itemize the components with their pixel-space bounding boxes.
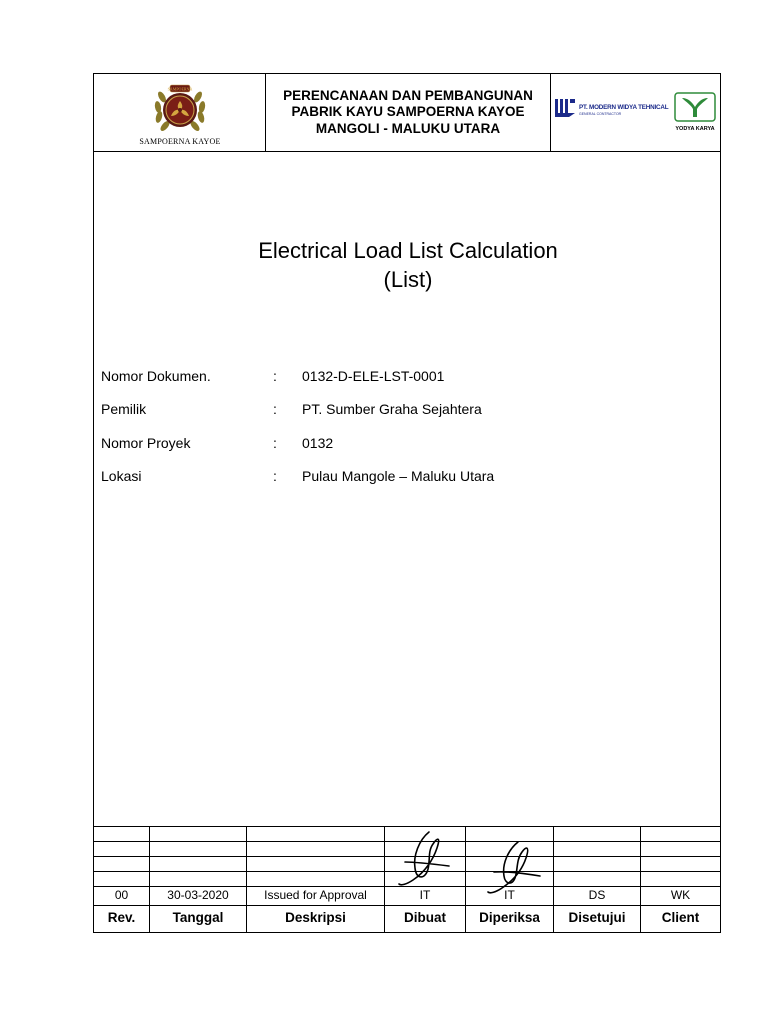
header-approved: Disetujui xyxy=(568,910,626,925)
consultant-caption: YODYA KARYA xyxy=(675,126,715,132)
header-checked: Diperiksa xyxy=(479,910,540,925)
project-title: PERENCANAAN DAN PEMBANGUNAN PABRIK KAYU SAMPOERNA KAYOE MANGOLI - MALUKU UTARA xyxy=(283,87,533,136)
rev-cell-checked: IT xyxy=(504,888,515,902)
info-label: Nomor Proyek xyxy=(101,435,191,451)
rev-cell-client: WK xyxy=(670,888,691,902)
header-prepared: Dibuat xyxy=(404,910,446,925)
header xyxy=(94,74,720,152)
info-colon: : xyxy=(273,368,277,384)
info-label: Lokasi xyxy=(101,468,142,484)
info-row-document-number xyxy=(94,368,720,388)
modern-widya-tehnical-logo xyxy=(555,96,667,120)
rev-cell-description: Issued for Approval xyxy=(264,888,367,902)
table-rule xyxy=(94,905,720,906)
info-row-owner xyxy=(94,401,720,421)
company-logo-cell xyxy=(94,74,266,151)
sampoerna-kayoe-emblem-icon xyxy=(150,79,210,139)
rev-cell-prepared: IT xyxy=(419,888,431,902)
mwt-mark-icon xyxy=(555,96,577,118)
info-colon: : xyxy=(273,401,277,417)
emblem-seal-text: SAMPOERNA xyxy=(167,86,193,92)
info-row-project-number xyxy=(94,435,720,455)
header-rev: Rev. xyxy=(107,910,136,925)
document-title-line2: (List) xyxy=(383,267,433,292)
partner-logos-cell xyxy=(551,74,720,151)
document-title-line1: Electrical Load List Calculation xyxy=(258,238,558,263)
info-label: Nomor Dokumen. xyxy=(101,368,211,384)
table-rule xyxy=(94,826,720,827)
info-row-location xyxy=(94,468,720,488)
header-date: Tanggal xyxy=(172,910,224,925)
rev-cell-date: 30-03-2020 xyxy=(167,888,229,902)
header-description: Deskripsi xyxy=(285,910,346,925)
contractor-sub: GENERAL CONTRACTOR xyxy=(579,112,622,116)
rev-cell-rev: 00 xyxy=(114,888,129,902)
rev-cell-approved: DS xyxy=(588,888,606,902)
info-value: 0132-D-ELE-LST-0001 xyxy=(302,368,445,384)
project-title-cell xyxy=(266,74,551,151)
info-value: Pulau Mangole – Maluku Utara xyxy=(302,468,495,484)
revision-table xyxy=(94,826,720,932)
yodya-karya-logo-icon xyxy=(674,92,716,122)
info-label: Pemilik xyxy=(101,401,147,417)
info-value: 0132 xyxy=(302,435,334,451)
contractor-name: PT. MODERN WIDYA TEHNICAL xyxy=(579,104,669,111)
signature-dibuat xyxy=(397,828,455,892)
document-title xyxy=(94,236,722,294)
info-colon: : xyxy=(273,435,277,451)
company-logo-caption: SAMPOERNA KAYOE xyxy=(139,137,221,146)
info-value: PT. Sumber Graha Sejahtera xyxy=(302,401,482,417)
info-colon: : xyxy=(273,468,277,484)
header-client: Client xyxy=(661,910,700,925)
document-frame xyxy=(93,73,721,933)
